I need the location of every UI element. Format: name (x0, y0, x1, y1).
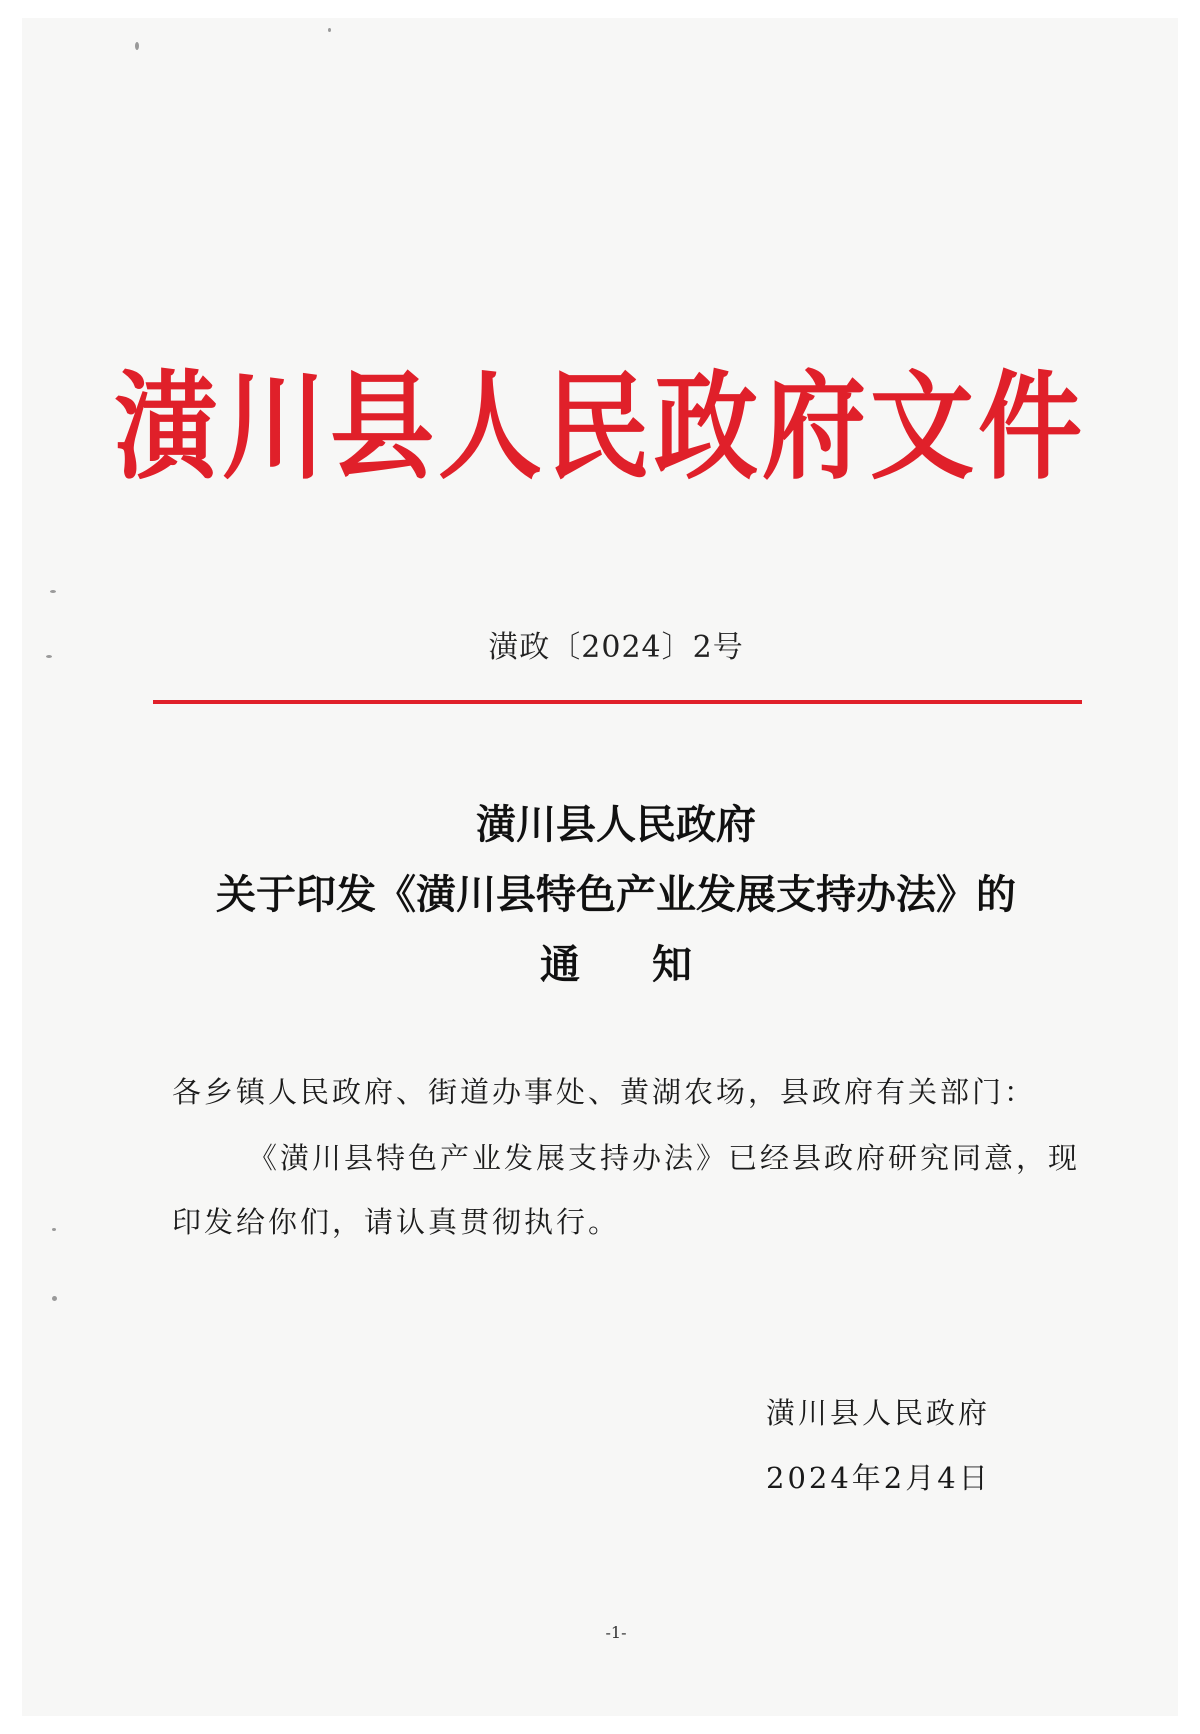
red-header-title: 潢川县人民政府文件 (113, 358, 1086, 496)
scan-speck (52, 1296, 57, 1301)
scan-speck (46, 655, 52, 658)
red-divider-line (153, 700, 1082, 704)
document-number: 潢政〔2024〕2号 (488, 630, 744, 665)
scan-speck (328, 28, 331, 32)
title-line-1: 潢川县人民政府 (476, 801, 756, 848)
page-number: -1- (605, 1623, 627, 1642)
body-paragraph: 《潢川县特色产业发展支持办法》已经县政府研究同意，现印发给你们，请认真贯彻执行。 (172, 1141, 1081, 1239)
scan-speck (50, 590, 56, 593)
title-line-3: 通知 (540, 941, 764, 988)
scan-speck (135, 42, 139, 50)
scan-speck (52, 1228, 56, 1231)
signature-organization: 潢川县人民政府 (766, 1396, 991, 1430)
salutation: 各乡镇人民政府、街道办事处、黄湖农场，县政府有关部门： (172, 1075, 1037, 1109)
title-line-2: 关于印发《潢川县特色产业发展支持办法》的 (216, 871, 1016, 918)
signature-date: 2024年2月4日 (766, 1461, 991, 1495)
